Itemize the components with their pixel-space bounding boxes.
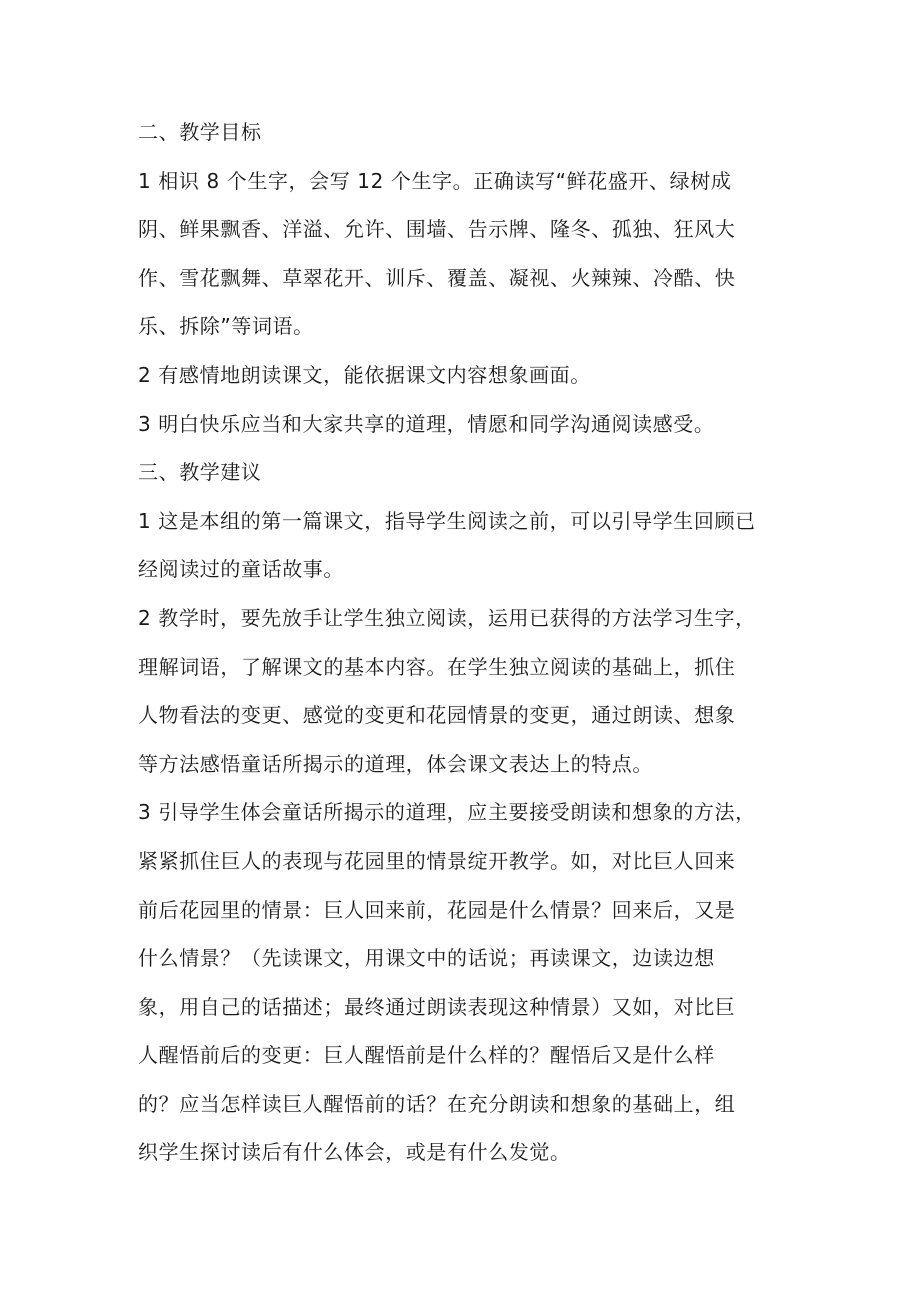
paragraph-line: 人醒悟前后的变更：巨人醒悟前是什么样的？醒悟后又是什么样	[138, 1043, 715, 1068]
paragraph-line: 3 引导学生体会童话所揭示的道理，应主要接受朗读和想象的方法，	[138, 800, 756, 825]
paragraph-line: 3 明白快乐应当和大家共享的道理，情愿和同学沟通阅读感受。	[138, 411, 715, 436]
paragraph-line: 理解词语，了解课文的基本内容。在学生独立阅读的基础上，抓住	[138, 654, 736, 679]
section-heading: 三、教学建议	[138, 460, 262, 485]
section-heading: 二、教学目标	[138, 120, 262, 144]
paragraph-line: 织学生探讨读后有什么体会，或是有什么发觉。	[138, 1140, 571, 1165]
paragraph-line: 作、雪花飘舞、草翠花开、训斥、覆盖、凝视、火辣辣、冷酷、快	[138, 265, 736, 290]
paragraph-line: 象，用自己的话描述；最终通过朗读表现这种情景）又如，对比巨	[138, 994, 736, 1019]
paragraph-line: 1 这是本组的第一篇课文，指导学生阅读之前，可以引导学生回顾已	[138, 508, 756, 533]
paragraph-line: 什么情景？（先读课文，用课文中的话说；再读课文，边读边想	[138, 946, 715, 971]
paragraph-line: 等方法感悟童话所揭示的道理，体会课文表达上的特点。	[138, 751, 653, 776]
paragraph-line: 的？应当怎样读巨人醒悟前的话？在充分朗读和想象的基础上，组	[138, 1091, 736, 1116]
paragraph-line: 紧紧抓住巨人的表现与花园里的情景绽开教学。如，对比巨人回来	[138, 848, 736, 873]
paragraph-line: 经阅读过的童话故事。	[138, 557, 344, 582]
paragraph-line: 乐、拆除”等词语。	[138, 314, 314, 339]
paragraph-line: 人物看法的变更、感觉的变更和花园情景的变更，通过朗读、想象	[138, 703, 736, 728]
paragraph-line: 2 教学时，要先放手让学生独立阅读，运用已获得的方法学习生字，	[138, 605, 756, 630]
document-body	[138, 108, 788, 1177]
paragraph-line: 2 有感情地朗读课文，能依据课文内容想象画面。	[138, 362, 591, 387]
paragraph-line: 前后花园里的情景：巨人回来前，花园是什么情景？回来后，又是	[138, 897, 736, 922]
paragraph-line: 1 相识 8 个生字，会写 12 个生字。正确读写“鲜花盛开、绿树成	[138, 168, 732, 193]
paragraph-line: 阴、鲜果飘香、洋溢、允许、围墙、告示牌、隆冬、孤独、狂风大	[138, 217, 736, 242]
